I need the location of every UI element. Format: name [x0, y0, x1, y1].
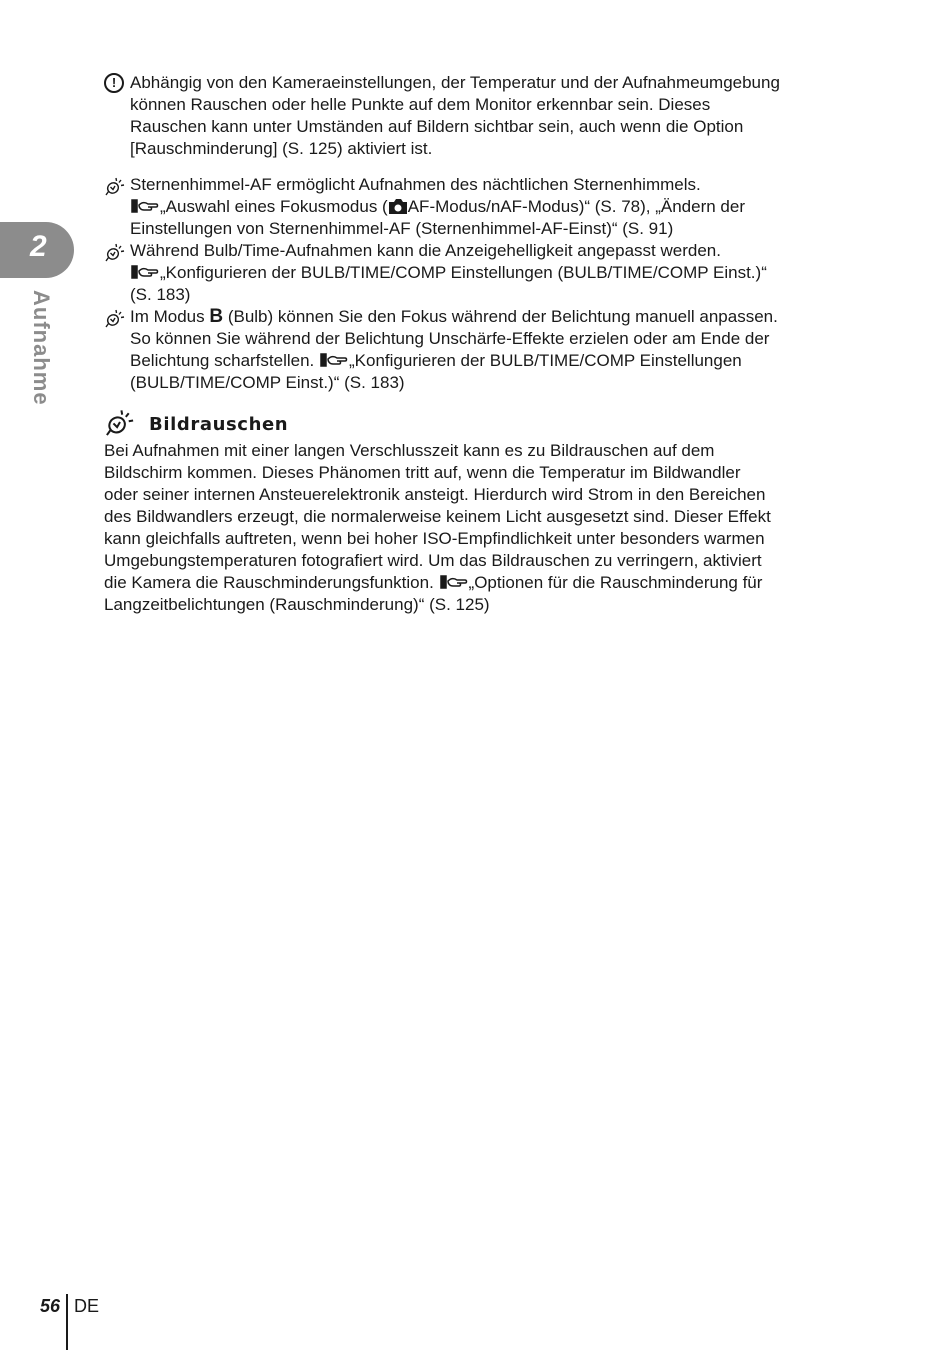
- paragraph-line: Bildschirm kommen. Dieses Phänomen tritt auf, wenn die Temperatur im Bildwandler: [104, 463, 741, 482]
- tip-text: Belichtung scharfstellen.: [130, 351, 319, 370]
- chapter-number: 2: [30, 230, 47, 263]
- caution-icon: !: [104, 73, 124, 93]
- chapter-title: Aufnahme: [29, 290, 54, 406]
- tip-text: (Bulb) können Sie den Fokus während der Belichtung manuell anpassen.: [223, 307, 778, 326]
- reference-icon: [439, 574, 469, 590]
- paragraph-line: Bei Aufnahmen mit einer langen Verschlusszeit kann es zu Bildrauschen auf dem: [104, 441, 715, 460]
- tip-line: [104, 306, 832, 328]
- caution-line: können Rauschen oder helle Punkte auf dem Monitor erkennbar sein. Dieses: [130, 95, 711, 114]
- paragraph-line: oder seiner internen Ansteuerelektronik ansteigt. Hierdurch wird Strom in den Bereichen: [104, 485, 766, 504]
- caution-line: [Rauschminderung] (S. 125) aktiviert ist.: [130, 139, 433, 158]
- tip-line: Sternenhimmel-AF ermöglicht Aufnahmen des nächtlichen Sternenhimmels.: [130, 175, 701, 194]
- caution-line: Rauschen kann unter Umständen auf Bildern sichtbar sein, auch wenn die Option: [130, 117, 744, 136]
- reference-icon: [319, 352, 349, 368]
- tip-line: (BULB/TIME/COMP Einst.)“ (S. 183): [130, 373, 405, 392]
- content: [104, 72, 832, 616]
- tip-line: [104, 350, 832, 372]
- tip-line: Während Bulb/Time-Aufnahmen kann die Anzeigehelligkeit angepasst werden.: [130, 241, 721, 260]
- paragraph-line: des Bildwandlers erzeugt, die normalerweise keinem Licht ausgesetzt sind. Dieser Effekt: [104, 507, 771, 526]
- chapter-tab: [0, 222, 74, 278]
- caution-note: [104, 72, 832, 160]
- camera-icon: [388, 197, 408, 215]
- section-title: Bildrauschen: [149, 414, 289, 435]
- paragraph-text: die Kamera die Rauschminderungsfunktion.: [104, 573, 439, 592]
- tip-line: So können Sie während der Belichtung Unschärfe-Effekte erzielen oder am Ende der: [130, 329, 770, 348]
- tip-note-3: [104, 306, 832, 394]
- tip-icon: [104, 242, 126, 262]
- tip-line: Einstellungen von Sternenhimmel-AF (Sternenhimmel-AF-Einst)“ (S. 91): [130, 219, 674, 238]
- tip-line: [104, 196, 832, 218]
- tip-icon: [104, 308, 126, 328]
- chapter-title-vertical: [22, 292, 62, 422]
- tip-icon: [104, 176, 126, 196]
- tip-text: „Konfigurieren der BULB/TIME/COMP Einstellungen (BULB/TIME/COMP Einst.)“: [160, 263, 767, 282]
- paragraph-text: „Optionen für die Rauschminderung für: [468, 573, 763, 592]
- paragraph-line: [104, 572, 832, 594]
- section-paragraph: [104, 440, 832, 616]
- tip-icon: [104, 406, 136, 438]
- paragraph-line: Umgebungstemperaturen fotografiert wird. Um das Bildrauschen zu verringern, aktiviert: [104, 551, 762, 570]
- footer-divider: [66, 1294, 68, 1350]
- page-number: 56: [40, 1296, 61, 1316]
- tip-text: Im Modus: [130, 307, 210, 326]
- tip-note-1: [104, 174, 832, 240]
- tip-text: AF-Modus/nAF-Modus)“ (S. 78), „Ändern der: [407, 197, 745, 216]
- bulb-mode-letter: B: [209, 306, 224, 327]
- section-heading: [104, 406, 832, 440]
- tip-line: [104, 262, 832, 284]
- tip-text: „Auswahl eines Fokusmodus (: [160, 197, 388, 216]
- reference-icon: [130, 264, 160, 280]
- caution-line: Abhängig von den Kameraeinstellungen, der Temperatur und der Aufnahmeumgebung: [130, 73, 780, 92]
- tip-text: „Konfigurieren der BULB/TIME/COMP Einstellungen: [349, 351, 742, 370]
- tip-line: (S. 183): [130, 285, 191, 304]
- paragraph-line: kann gleichfalls auftreten, wenn bei hoher ISO-Empfindlichkeit unter besonders warmen: [104, 529, 765, 548]
- paragraph-line: Langzeitbelichtungen (Rauschminderung)“ (S. 125): [104, 595, 490, 614]
- language-code: DE: [74, 1296, 100, 1316]
- tip-note-2: [104, 240, 832, 306]
- reference-icon: [130, 198, 160, 214]
